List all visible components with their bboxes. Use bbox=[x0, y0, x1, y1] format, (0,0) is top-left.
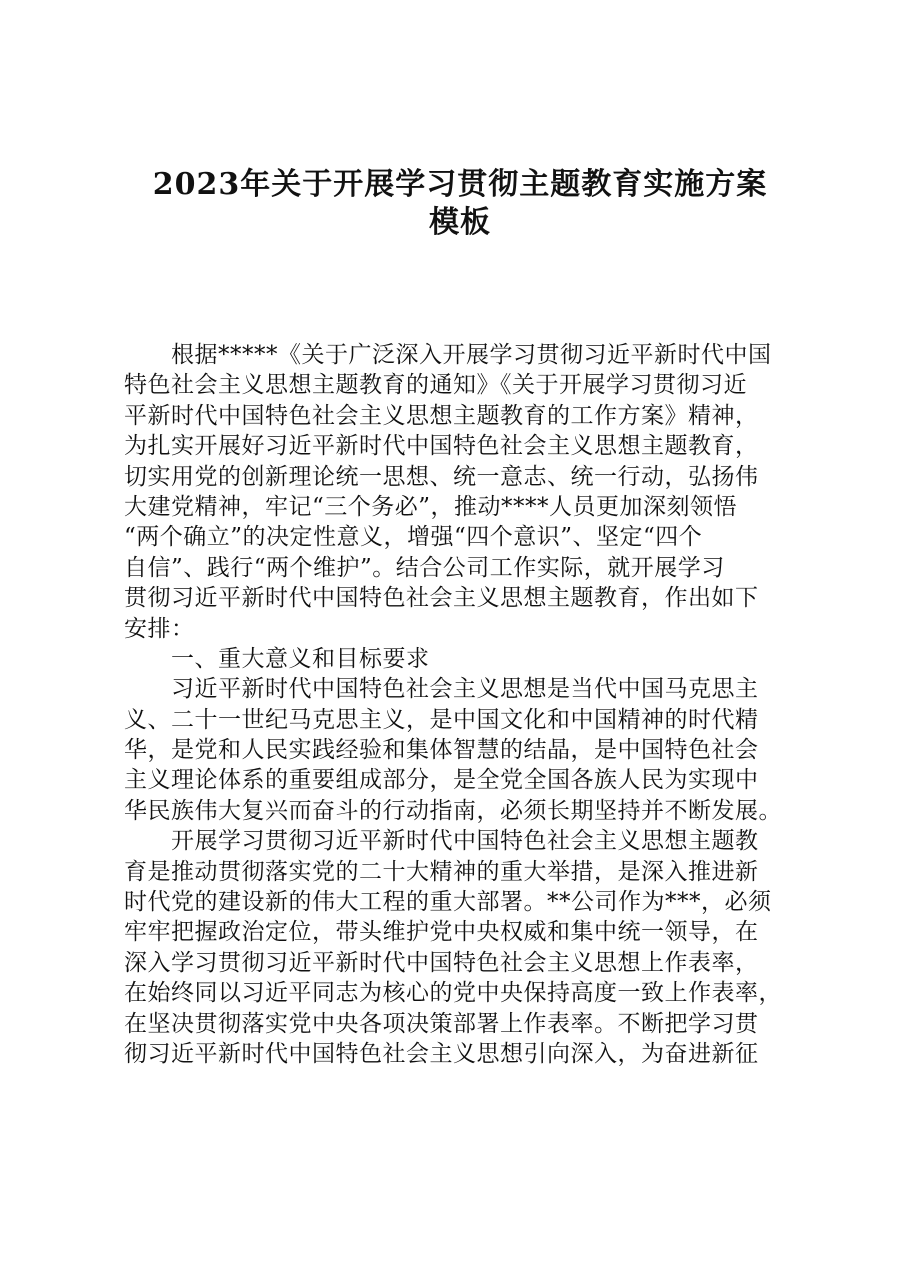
body-line: 自信”、践行“两个维护”。结合公司工作实际，就开展学习 bbox=[124, 554, 725, 581]
body-line: 贯彻习近平新时代中国特色社会主义思想主题教育，作出如下 bbox=[124, 585, 759, 612]
body-line: 义、二十一世纪马克思主义，是中国文化和中国精神的时代精 bbox=[124, 706, 759, 733]
body-line: 习近平新时代中国特色社会主义思想是当代中国马克思主 bbox=[171, 676, 759, 703]
body-line: 牢牢把握政治定位，带头维护党中央权威和集中统一领导，在 bbox=[124, 919, 759, 946]
document-body bbox=[124, 340, 800, 1069]
body-line: 育是推动贯彻落实党的二十大精神的重大举措，是深入推进新 bbox=[124, 858, 759, 885]
body-line: 主义理论体系的重要组成部分，是全党全国各族人民为实现中 bbox=[124, 767, 759, 794]
body-line: 彻习近平新时代中国特色社会主义思想引向深入，为奋进新征 bbox=[124, 1040, 759, 1067]
body-line: 安排： bbox=[124, 615, 195, 642]
body-line: 在始终同以习近平同志为核心的党中央保持高度一致上作表率， bbox=[124, 980, 782, 1007]
document-title-line-2: 模板 bbox=[429, 205, 491, 240]
body-line: 切实用党的创新理论统一思想、统一意志、统一行动，弘扬伟 bbox=[124, 463, 759, 490]
body-line: 特色社会主义思想主题教育的通知》《关于开展学习贯彻习近 bbox=[124, 372, 747, 399]
body-line: “两个确立”的决定性意义，增强“四个意识”、坚定“四个 bbox=[124, 524, 703, 551]
body-line: 大建党精神，牢记“三个务必”，推动****人员更加深刻领悟 bbox=[124, 493, 738, 520]
body-line: 华，是党和人民实践经验和集体智慧的结晶，是中国特色社会 bbox=[124, 737, 759, 764]
body-line: 在坚决贯彻落实党中央各项决策部署上作表率。不断把学习贯 bbox=[124, 1010, 759, 1037]
body-line: 开展学习贯彻习近平新时代中国特色社会主义思想主题教 bbox=[171, 828, 759, 855]
body-line: 华民族伟大复兴而奋斗的行动指南，必须长期坚持并不断发展。 bbox=[124, 797, 782, 824]
body-line: 平新时代中国特色社会主义思想主题教育的工作方案》精神， bbox=[124, 402, 759, 429]
body-line: 为扎实开展好习近平新时代中国特色社会主义思想主题教育， bbox=[124, 433, 759, 460]
body-line: 根据*****《关于广泛深入开展学习贯彻习近平新时代中国 bbox=[171, 342, 772, 368]
body-line: 深入学习贯彻习近平新时代中国特色社会主义思想上作表率， bbox=[124, 949, 759, 976]
document-title-line-1: 2023年关于开展学习贯彻主题教育实施方案 bbox=[152, 167, 768, 202]
section-heading: 一、重大意义和目标要求 bbox=[171, 645, 430, 672]
body-line: 时代党的建设新的伟大工程的重大部署。**公司作为***，必须 bbox=[124, 889, 772, 916]
